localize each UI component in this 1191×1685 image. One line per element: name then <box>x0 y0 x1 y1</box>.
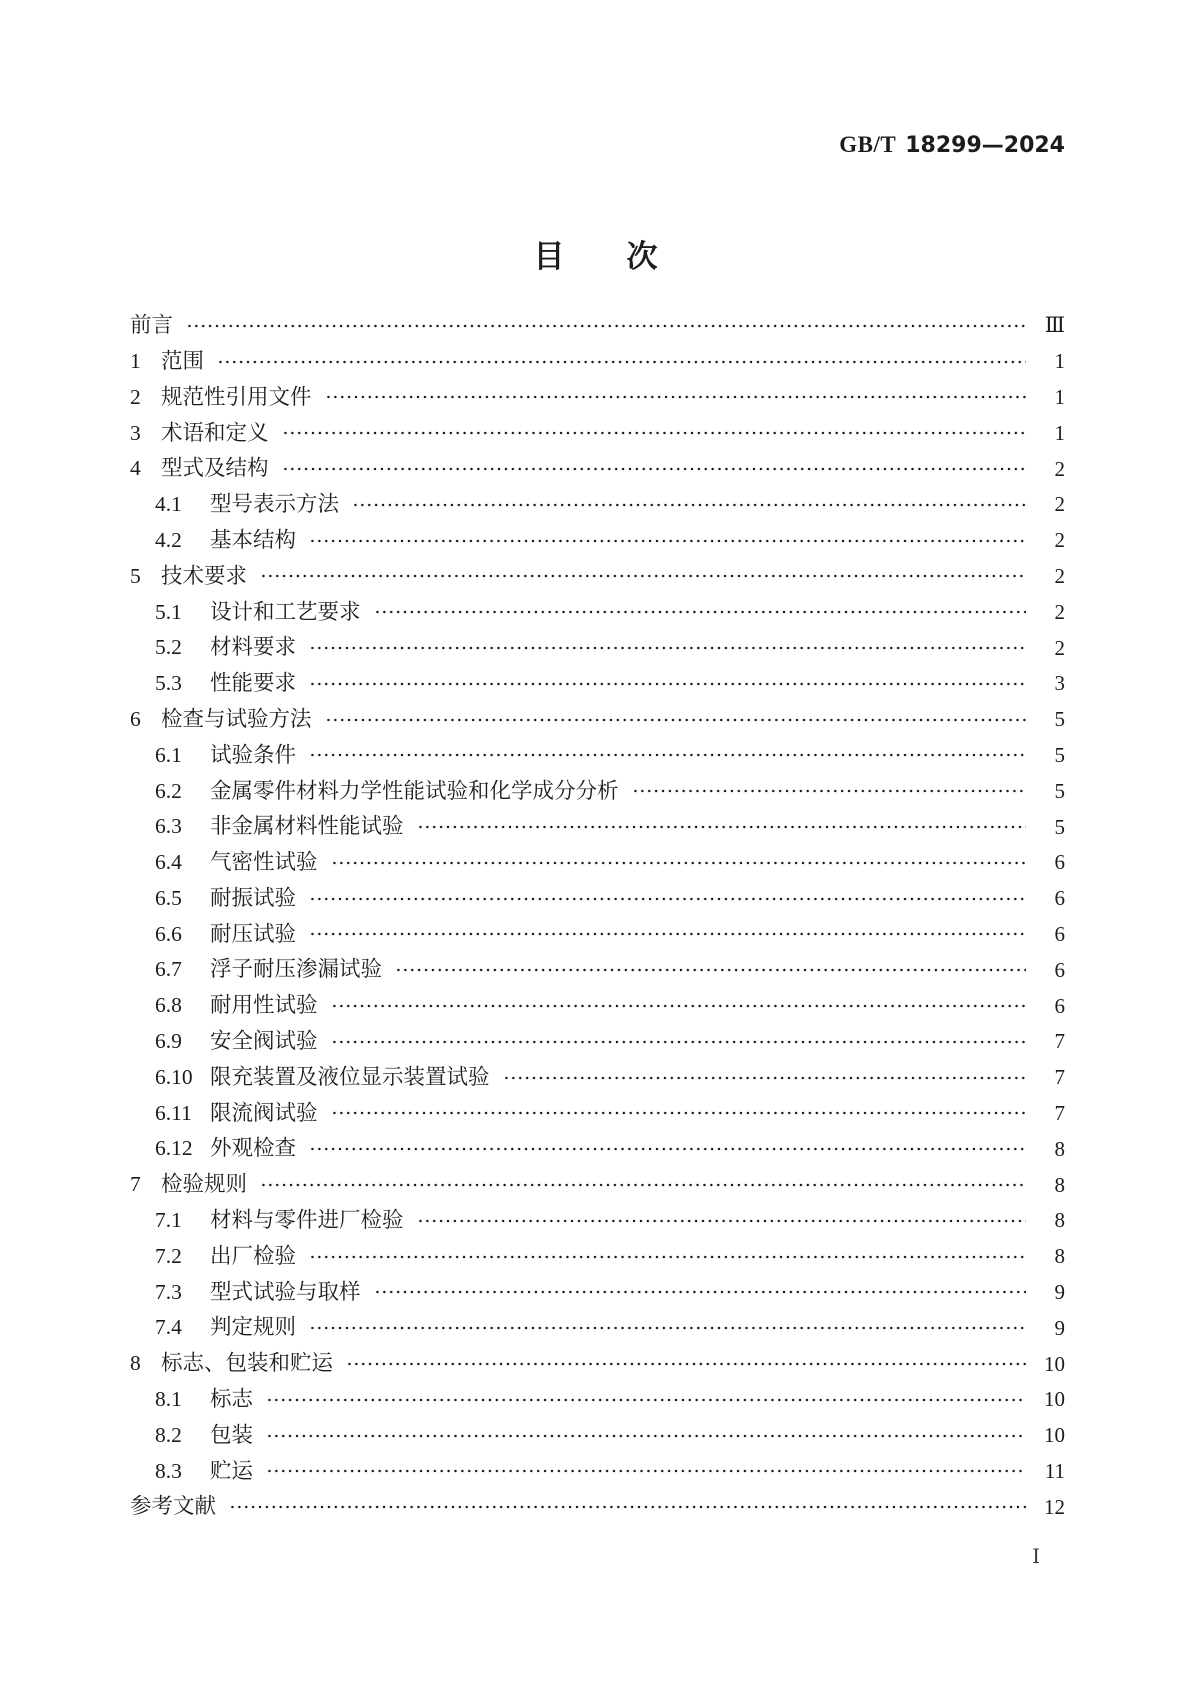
toc-entry-label: 限流阀试验 <box>210 1100 318 1125</box>
toc-entry-label: 设计和工艺要求 <box>210 599 361 624</box>
toc-entry <box>130 308 1065 344</box>
toc-entry-number: 3 <box>130 420 141 445</box>
toc-entry-number: 7.4 <box>155 1315 182 1340</box>
toc-entry-label: 非金属材料性能试验 <box>210 814 404 839</box>
toc-entry-number: 6.1 <box>155 742 182 767</box>
toc-entry-page: Ⅲ <box>1044 313 1065 338</box>
toc-entry-label: 贮运 <box>210 1458 254 1483</box>
toc-entry-number: 4 <box>130 456 141 481</box>
toc-entry-page: 8 <box>1054 1136 1065 1161</box>
dot-leader <box>374 1275 1026 1311</box>
dot-leader <box>186 308 1026 344</box>
dot-leader <box>632 773 1026 809</box>
toc-entry-number: 6.8 <box>155 993 182 1018</box>
toc-entry-label: 术语和定义 <box>161 420 269 445</box>
dot-leader <box>260 1167 1026 1203</box>
toc-entry-label: 基本结构 <box>210 527 297 552</box>
dot-leader <box>331 1096 1026 1132</box>
toc-entry <box>130 487 1065 523</box>
page-title: 目 次 <box>533 239 658 274</box>
toc-entry-label: 型号表示方法 <box>210 492 340 517</box>
toc-entry-page: 6 <box>1054 957 1065 982</box>
toc-entry-page: 8 <box>1054 1208 1065 1233</box>
toc-entry-label: 技术要求 <box>161 563 248 588</box>
toc-entry <box>130 773 1065 809</box>
toc-entry-page: 10 <box>1044 1387 1065 1412</box>
toc-entry-label: 安全阀试验 <box>210 1029 318 1054</box>
toc-entry <box>130 1239 1065 1275</box>
toc-entry-label: 型式试验与取样 <box>210 1279 361 1304</box>
toc-entry-page: 6 <box>1054 993 1065 1018</box>
toc-entry-label: 材料要求 <box>210 635 297 660</box>
toc-entry-page: 6 <box>1054 921 1065 946</box>
toc-entry-number: 6.11 <box>155 1100 192 1125</box>
toc-entry-page: 2 <box>1054 492 1065 517</box>
dot-leader <box>266 1454 1026 1490</box>
toc-entry <box>130 451 1065 487</box>
dot-leader <box>395 952 1026 988</box>
toc-entry <box>130 1060 1065 1096</box>
toc-entry-page: 7 <box>1054 1029 1065 1054</box>
dot-leader <box>266 1418 1026 1454</box>
dot-leader <box>309 523 1026 559</box>
toc-entry-label: 型式及结构 <box>161 456 269 481</box>
toc-entry-page: 1 <box>1054 349 1065 374</box>
toc-entry <box>130 1489 1065 1525</box>
toc-entry <box>130 702 1065 738</box>
toc-entry-number: 6.10 <box>155 1064 193 1089</box>
toc-entry-label: 耐用性试验 <box>210 993 318 1018</box>
dot-leader <box>346 1346 1026 1382</box>
toc-entry-label: 浮子耐压渗漏试验 <box>210 957 383 982</box>
toc-entry <box>130 594 1065 630</box>
toc-entry-number: 8.2 <box>155 1422 182 1447</box>
toc-entry-page: 11 <box>1044 1458 1065 1483</box>
dot-leader <box>309 666 1026 702</box>
toc-entry-label: 气密性试验 <box>210 850 318 875</box>
toc-entry-number: 6.12 <box>155 1136 193 1161</box>
toc-entry-number: 5.1 <box>155 599 182 624</box>
dot-leader <box>217 344 1026 380</box>
toc-entry-page: 12 <box>1044 1494 1065 1519</box>
toc-entry-page: 5 <box>1054 814 1065 839</box>
toc-entry-label: 耐振试验 <box>210 885 297 910</box>
toc-entry-label: 出厂检验 <box>210 1243 297 1268</box>
dot-leader <box>309 917 1026 953</box>
toc-entry-number: 7.1 <box>155 1208 182 1233</box>
toc-entry <box>130 380 1065 416</box>
toc-entry-label: 耐压试验 <box>210 921 297 946</box>
toc-entry <box>130 1203 1065 1239</box>
toc-entry-number: 6.2 <box>155 778 182 803</box>
toc-entry <box>130 1310 1065 1346</box>
toc-entry-label: 规范性引用文件 <box>161 384 312 409</box>
toc-entry-page: 2 <box>1054 635 1065 660</box>
toc-entry-number: 6.3 <box>155 814 182 839</box>
toc-entry-page: 1 <box>1054 384 1065 409</box>
toc-entry-page: 10 <box>1044 1351 1065 1376</box>
toc-entry <box>130 1024 1065 1060</box>
toc-entry-page: 7 <box>1054 1065 1065 1090</box>
toc-entry-page: 2 <box>1054 456 1065 481</box>
toc-entry <box>130 1167 1065 1203</box>
standard-code <box>839 132 1065 158</box>
toc-entry-label: 范围 <box>161 348 205 373</box>
toc-entry-label: 检验规则 <box>161 1172 248 1197</box>
dot-leader <box>282 451 1026 487</box>
toc-entry-number: 7.2 <box>155 1243 182 1268</box>
toc-entry-number: 4.2 <box>155 527 182 552</box>
dot-leader <box>309 1239 1026 1275</box>
dot-leader <box>260 559 1026 595</box>
toc-entry-number: 6.5 <box>155 885 182 910</box>
toc-entry-label: 限充装置及液位显示装置试验 <box>210 1064 490 1089</box>
toc-entry-label: 参考文献 <box>130 1494 217 1519</box>
toc-entry-number: 6.9 <box>155 1029 182 1054</box>
toc-entry-number: 2 <box>130 384 141 409</box>
dot-leader <box>309 630 1026 666</box>
toc-entry-page: 5 <box>1054 742 1065 767</box>
toc-entry-number: 7 <box>130 1172 141 1197</box>
toc-entry-number: 7.3 <box>155 1279 182 1304</box>
toc-entry-label: 金属零件材料力学性能试验和化学成分分析 <box>210 778 619 803</box>
toc-entry-label: 标志 <box>210 1387 254 1412</box>
toc-entry-number: 6.6 <box>155 921 182 946</box>
dot-leader <box>352 487 1026 523</box>
dot-leader <box>229 1489 1026 1525</box>
toc-entry-label: 包装 <box>210 1422 254 1447</box>
toc-entry-page: 3 <box>1054 671 1065 696</box>
toc-entry <box>130 1382 1065 1418</box>
toc-entry <box>130 344 1065 380</box>
toc-entry-page: 8 <box>1054 1244 1065 1269</box>
toc-entry <box>130 523 1065 559</box>
toc-entry-page: 9 <box>1054 1315 1065 1340</box>
dot-leader <box>374 594 1026 630</box>
dot-leader <box>309 1131 1026 1167</box>
toc-entry <box>130 1275 1065 1311</box>
toc-entry-page: 8 <box>1054 1172 1065 1197</box>
toc-entry-number: 8.3 <box>155 1458 182 1483</box>
toc-entry-page: 2 <box>1054 599 1065 624</box>
page-number: Ⅰ <box>1032 1546 1040 1568</box>
toc-entry <box>130 952 1065 988</box>
dot-leader <box>309 738 1026 774</box>
toc-entry <box>130 988 1065 1024</box>
standard-code-prefix: GB/T <box>839 132 897 157</box>
toc-entry <box>130 1346 1065 1382</box>
toc-entry-page: 7 <box>1054 1100 1065 1125</box>
toc-entry-number: 8.1 <box>155 1387 182 1412</box>
toc-entry-number: 6.4 <box>155 850 182 875</box>
dot-leader <box>325 380 1026 416</box>
toc-entry <box>130 1096 1065 1132</box>
toc-entry-number: 5.2 <box>155 635 182 660</box>
toc-entry-number: 5 <box>130 563 141 588</box>
toc-entry-page: 6 <box>1054 850 1065 875</box>
toc-entry-label: 材料与零件进厂检验 <box>210 1208 404 1233</box>
toc-entry-label: 性能要求 <box>210 671 297 696</box>
dot-leader <box>331 1024 1026 1060</box>
dot-leader <box>309 1310 1026 1346</box>
dot-leader <box>282 415 1026 451</box>
toc-entry <box>130 738 1065 774</box>
toc-entry-page: 5 <box>1054 707 1065 732</box>
toc-entry <box>130 1131 1065 1167</box>
dot-leader <box>266 1382 1026 1418</box>
toc-entry-page: 1 <box>1054 420 1065 445</box>
toc-entry-number: 5.3 <box>155 671 182 696</box>
toc-entry <box>130 881 1065 917</box>
dot-leader <box>417 809 1026 845</box>
toc-entry-page: 2 <box>1054 563 1065 588</box>
toc-entry-label: 判定规则 <box>210 1315 297 1340</box>
dot-leader <box>503 1060 1026 1096</box>
toc-entry-label: 检查与试验方法 <box>161 706 312 731</box>
toc-entry <box>130 917 1065 953</box>
dot-leader <box>331 988 1026 1024</box>
toc-entry <box>130 666 1065 702</box>
standard-code-number: 18299—2024 <box>905 133 1065 158</box>
toc-entry-number: 8 <box>130 1351 141 1376</box>
toc-entry <box>130 630 1065 666</box>
toc-entry-label: 试验条件 <box>210 742 297 767</box>
toc-entry <box>130 809 1065 845</box>
toc-entry-label: 标志、包装和贮运 <box>161 1351 334 1376</box>
dot-leader <box>331 845 1026 881</box>
toc-entry <box>130 1418 1065 1454</box>
toc-entry-page: 2 <box>1054 528 1065 553</box>
toc-entry-page: 10 <box>1044 1423 1065 1448</box>
toc-entry-page: 5 <box>1054 778 1065 803</box>
toc-entry <box>130 1454 1065 1490</box>
toc-entry-page: 9 <box>1054 1279 1065 1304</box>
toc-entry-label: 外观检查 <box>210 1136 297 1161</box>
toc-entry-number: 6.7 <box>155 957 182 982</box>
toc-entry <box>130 415 1065 451</box>
dot-leader <box>325 702 1026 738</box>
toc-entry <box>130 845 1065 881</box>
toc-entry-label: 前言 <box>130 313 174 338</box>
toc-entry-number: 4.1 <box>155 492 182 517</box>
dot-leader <box>417 1203 1026 1239</box>
table-of-contents <box>130 308 1065 1525</box>
dot-leader <box>309 881 1026 917</box>
toc-entry-page: 6 <box>1054 886 1065 911</box>
toc-entry <box>130 559 1065 595</box>
toc-entry-number: 6 <box>130 706 141 731</box>
toc-entry-number: 1 <box>130 348 141 373</box>
